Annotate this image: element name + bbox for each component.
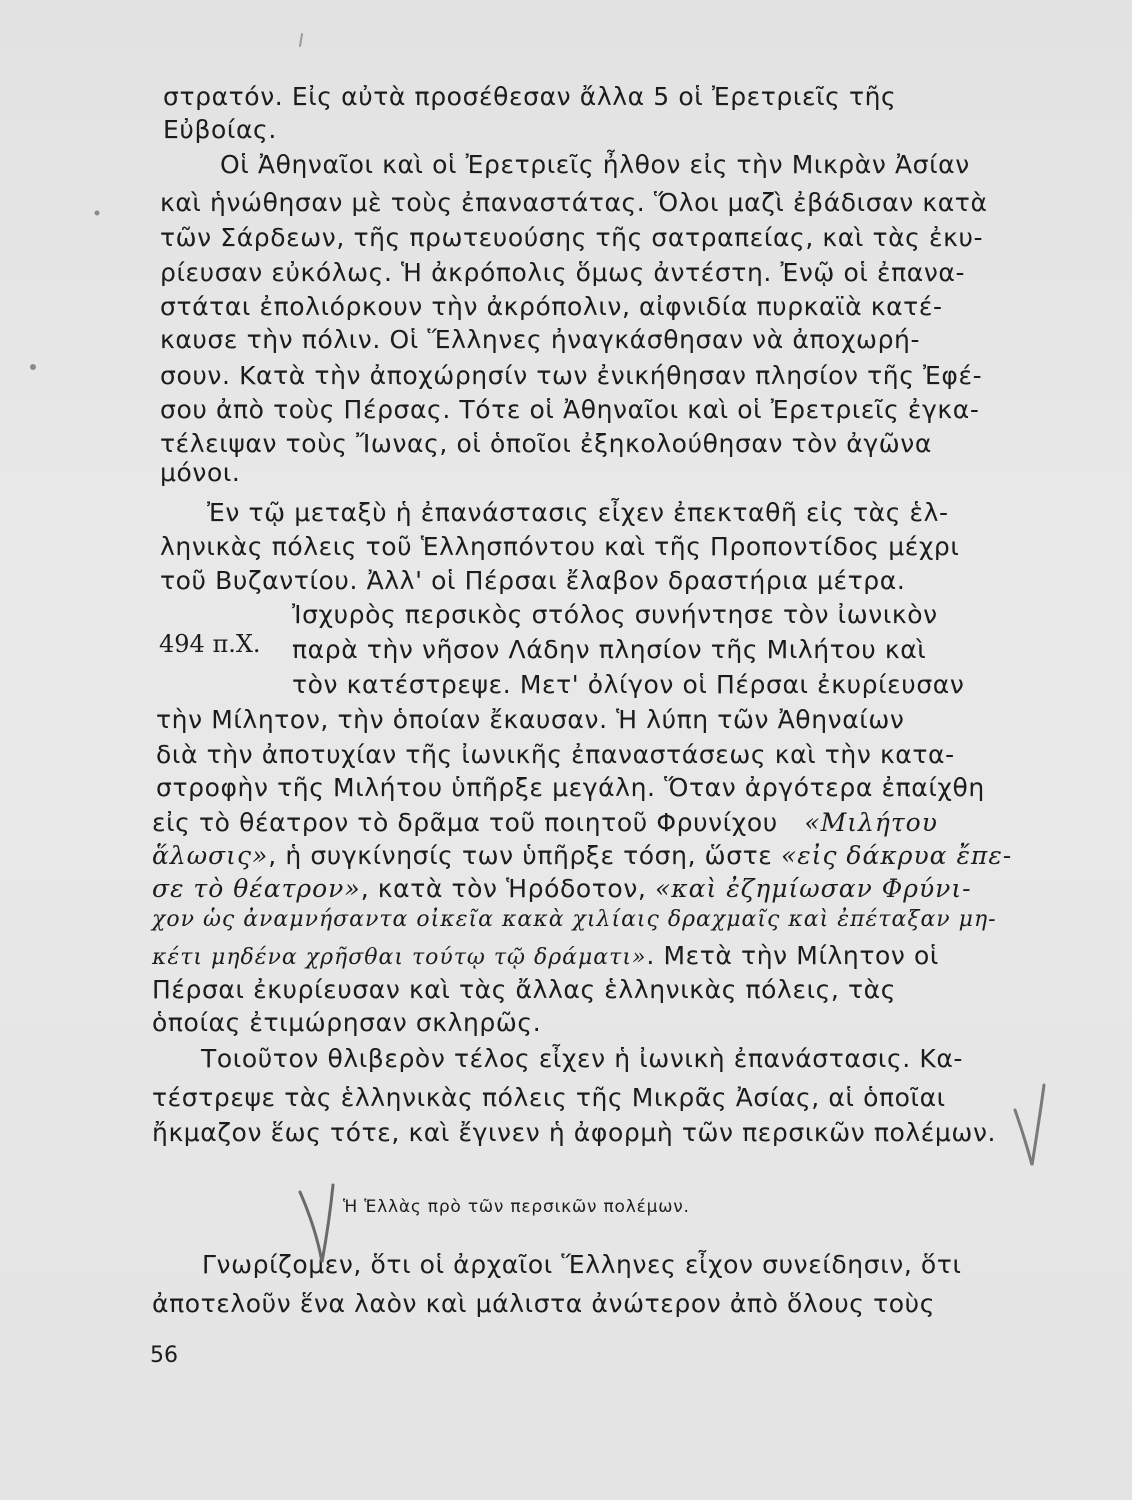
text-line-1: στρατόν. Εἰς αὐτὰ προσέθεσαν ἄλλα 5 οἱ Ἐρετριεῖς τῆς — [163, 82, 897, 111]
margin-date-label: 494 π.Χ. — [159, 630, 261, 658]
quote-title-start: «Μιλήτου — [804, 808, 938, 837]
text-line-23-plain: , ἡ συγκίνησίς των ὑπῆρξε τόση, ὥστε — [268, 841, 781, 870]
quote-herodotus-start: «καὶ ἐζημίωσαν Φρύνι- — [654, 874, 972, 903]
text-line-7: στάται ἐπολιόρκουν τὴν ἀκρόπολιν, αἰφνιδία πυρκαϊὰ κατέ- — [160, 292, 943, 321]
text-line-6: ρίευσαν εὐκόλως. Ἡ ἀκρόπολις ὅμως ἀντέστη. Ἐνῷ οἱ ἐπανα- — [160, 258, 966, 287]
text-line-26-plain: . Μετὰ τὴν Μίλητον οἱ — [646, 941, 939, 970]
text-line-25: χον ὡς ἀναμνήσαντα οἰκεῖα κακὰ χιλίαις δραχμαῖς καὶ ἐπέταξαν μη- — [152, 907, 997, 932]
text-line-9: σουν. Κατὰ τὴν ἀποχώρησίν των ἐνικήθησαν πλησίον τῆς Ἐφέ- — [160, 361, 983, 390]
margin-dot-icon — [95, 211, 100, 216]
text-line-10: σου ἀπὸ τοὺς Πέρσας. Τότε οἱ Ἀθηναῖοι καὶ οἱ Ἐρετριεῖς ἐγκα- — [160, 395, 980, 424]
text-line-19: τὴν Μίλητον, τὴν ὁποίαν ἔκαυσαν. Ἡ λύπη τῶν Ἀθηναίων — [156, 705, 905, 734]
left-check-mark-icon — [300, 1185, 333, 1262]
text-line-24-plain: , κατὰ τὸν Ἡρόδοτον, — [360, 874, 655, 903]
text-line-33: ἀποτελοῦν ἕνα λαὸν καὶ μάλιστα ἀνώτερον ἀπὸ ὅλους τοὺς — [152, 1289, 935, 1318]
text-line-27: Πέρσαι ἐκυρίευσαν καὶ τὰς ἄλλας ἑλληνικὰς πόλεις, τὰς — [152, 975, 896, 1004]
right-check-mark-icon — [1015, 1085, 1044, 1165]
text-line-4: καὶ ἡνώθησαν μὲ τοὺς ἐπαναστάτας. Ὅλοι μαζὶ ἐβάδισαν κατὰ — [160, 188, 988, 217]
section-heading: Ἡ Ἑλλὰς πρὸ τῶν περσικῶν πολέμων. — [343, 1197, 690, 1217]
quote-herodotus-end: κέτι μηδένα χρῆσθαι τούτῳ τῷ δράματι» — [152, 945, 647, 970]
text-line-3: Οἱ Ἀθηναῖοι καὶ οἱ Ἐρετριεῖς ἦλθον εἰς τὴν Μικρὰν Ἀσίαν — [220, 150, 970, 179]
text-line-5: τῶν Σάρδεων, τῆς πρωτευούσης τῆς σατραπείας, καὶ τὰς ἐκυ- — [160, 223, 984, 252]
text-line-31: ἤκμαζον ἕως τότε, καὶ ἔγινεν ἡ ἀφορμὴ τῶν περσικῶν πολέμων. — [152, 1118, 997, 1147]
text-line-2: Εὐβοίας. — [163, 115, 277, 144]
text-line-17: παρὰ τὴν νῆσον Λάδην πλησίον τῆς Μιλήτου καὶ — [292, 635, 927, 664]
top-pencil-mark-icon — [300, 34, 302, 46]
text-line-18: τὸν κατέστρεψε. Μετ' ὀλίγον οἱ Πέρσαι ἐκυρίευσαν — [292, 670, 965, 699]
text-line-32: Γνωρίζομεν, ὅτι οἱ ἀρχαῖοι Ἕλληνες εἶχον συνείδησιν, ὅτι — [202, 1250, 962, 1279]
text-line-16: Ἰσχυρὸς περσικὸς στόλος συνήντησε τὸν ἰωνικὸν — [292, 600, 938, 629]
text-line-14: ληνικὰς πόλεις τοῦ Ἑλλησπόντου καὶ τῆς Προποντίδος μέχρι — [160, 532, 960, 561]
margin-dot-icon — [30, 364, 36, 370]
text-line-21: στροφὴν τῆς Μιλήτου ὑπῆρξε μεγάλη. Ὅταν ἀργότερα ἐπαίχθη — [156, 773, 985, 802]
text-line-8: καυσε τὴν πόλιν. Οἱ Ἕλληνες ἠναγκάσθησαν νὰ ἀποχωρή- — [160, 325, 921, 354]
quote-title-end: ἅλωσις» — [152, 841, 269, 870]
text-line-12: μόνοι. — [160, 458, 241, 487]
page-number: 56 — [150, 1343, 178, 1368]
text-line-15: τοῦ Βυζαντίου. Ἀλλ' οἱ Πέρσαι ἔλαβον δραστήρια μέτρα. — [160, 566, 906, 595]
text-line-29: Τοιοῦτον θλιβερὸν τέλος εἶχεν ἡ ἰωνικὴ ἐπανάστασις. Κα- — [201, 1044, 964, 1073]
text-line-22-plain: εἰς τὸ θέατρον τὸ δρᾶμα τοῦ ποιητοῦ Φρυνίχου — [152, 808, 778, 837]
text-line-28: ὁποίας ἐτιμώρησαν σκληρῶς. — [152, 1008, 542, 1037]
text-line-11: τέλειψαν τοὺς Ἴωνας, οἱ ὁποῖοι ἐξηκολούθησαν τὸν ἀγῶνα — [160, 429, 932, 458]
text-line-20: διὰ τὴν ἀποτυχίαν τῆς ἰωνικῆς ἐπαναστάσεως καὶ τὴν κατα- — [156, 740, 955, 769]
quote-tears-start: «εἰς δάκρυα ἔπε- — [780, 841, 1013, 870]
quote-tears-end: σε τὸ θέατρον» — [152, 874, 361, 903]
text-line-13: Ἐν τῷ μεταξὺ ἡ ἐπανάστασις εἶχεν ἐπεκταθῆ εἰς τὰς ἑλ- — [207, 498, 949, 527]
text-line-30: τέστρεψε τὰς ἑλληνικὰς πόλεις τῆς Μικρᾶς Ἀσίας, αἱ ὁποῖαι — [152, 1083, 946, 1112]
